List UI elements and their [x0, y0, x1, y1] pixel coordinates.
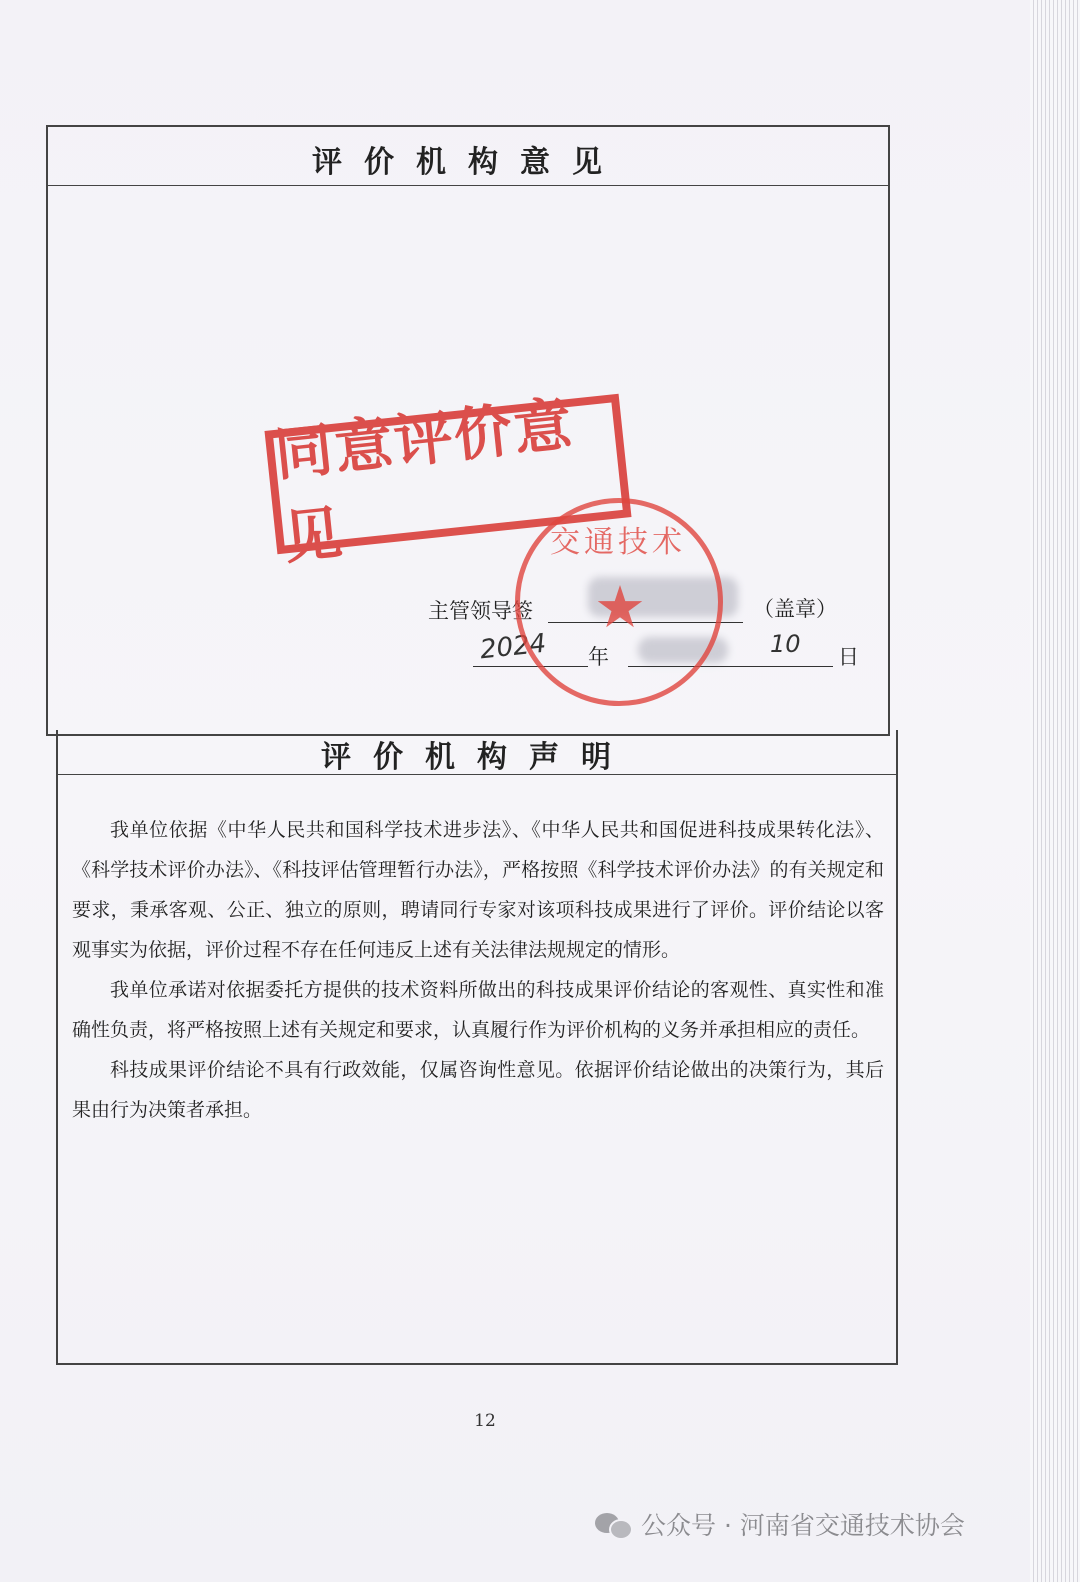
evaluation-opinion-table	[46, 125, 890, 736]
declaration-paragraph: 我单位依据《中华人民共和国科学技术进步法》、《中华人民共和国促进科技成果转化法》、《科学技术评价办法》、《科技评估管理暂行办法》，严格按照《科学技术评价办法》的有关规定和要求，秉承客观、公正、独立的原则，聘请同行专家对该项科技成果进行了评价。评价结论以客观事实为依据，评价过程不存在任何违反上述有关法律法规规定的情形。	[72, 819, 884, 961]
official-seal	[515, 498, 723, 706]
declaration-paragraph: 我单位承诺对依据委托方提供的技术资料所做出的科技成果评价结论的客观性、真实性和准确性负责，将严格按照上述有关规定和要求，认真履行作为评价机构的义务并承担相应的责任。	[72, 979, 884, 1041]
signature-label: 主管领导签	[428, 599, 533, 623]
watermark	[595, 1506, 965, 1542]
seal-text: 交通技术	[550, 525, 686, 560]
seal-star-icon: ★	[594, 573, 646, 641]
declaration-title: 评价机构声明	[321, 740, 633, 775]
evaluation-declaration-table	[56, 730, 898, 1365]
watermark-text: 公众号 · 河南省交通技术协会	[641, 1511, 965, 1540]
page-number: 12	[474, 1411, 496, 1431]
handwritten-year: 2024	[478, 628, 548, 666]
declaration-paragraph: 科技成果评价结论不具有行政效能，仅属咨询性意见。依据评价结论做出的决策行为，其后果由行为决策者承担。	[72, 1059, 884, 1121]
title-divider	[58, 774, 896, 775]
wechat-icon	[595, 1509, 631, 1539]
title-divider	[48, 185, 888, 186]
stacked-page-edges	[1030, 0, 1080, 1582]
opinion-title: 评价机构意见	[312, 145, 624, 180]
year-char: 年	[588, 645, 609, 669]
handwritten-day: 10	[770, 630, 801, 658]
approval-stamp-text: 同意评价意见	[271, 389, 577, 573]
seal-note: （盖章）	[753, 597, 837, 621]
day-char: 日	[838, 645, 859, 669]
